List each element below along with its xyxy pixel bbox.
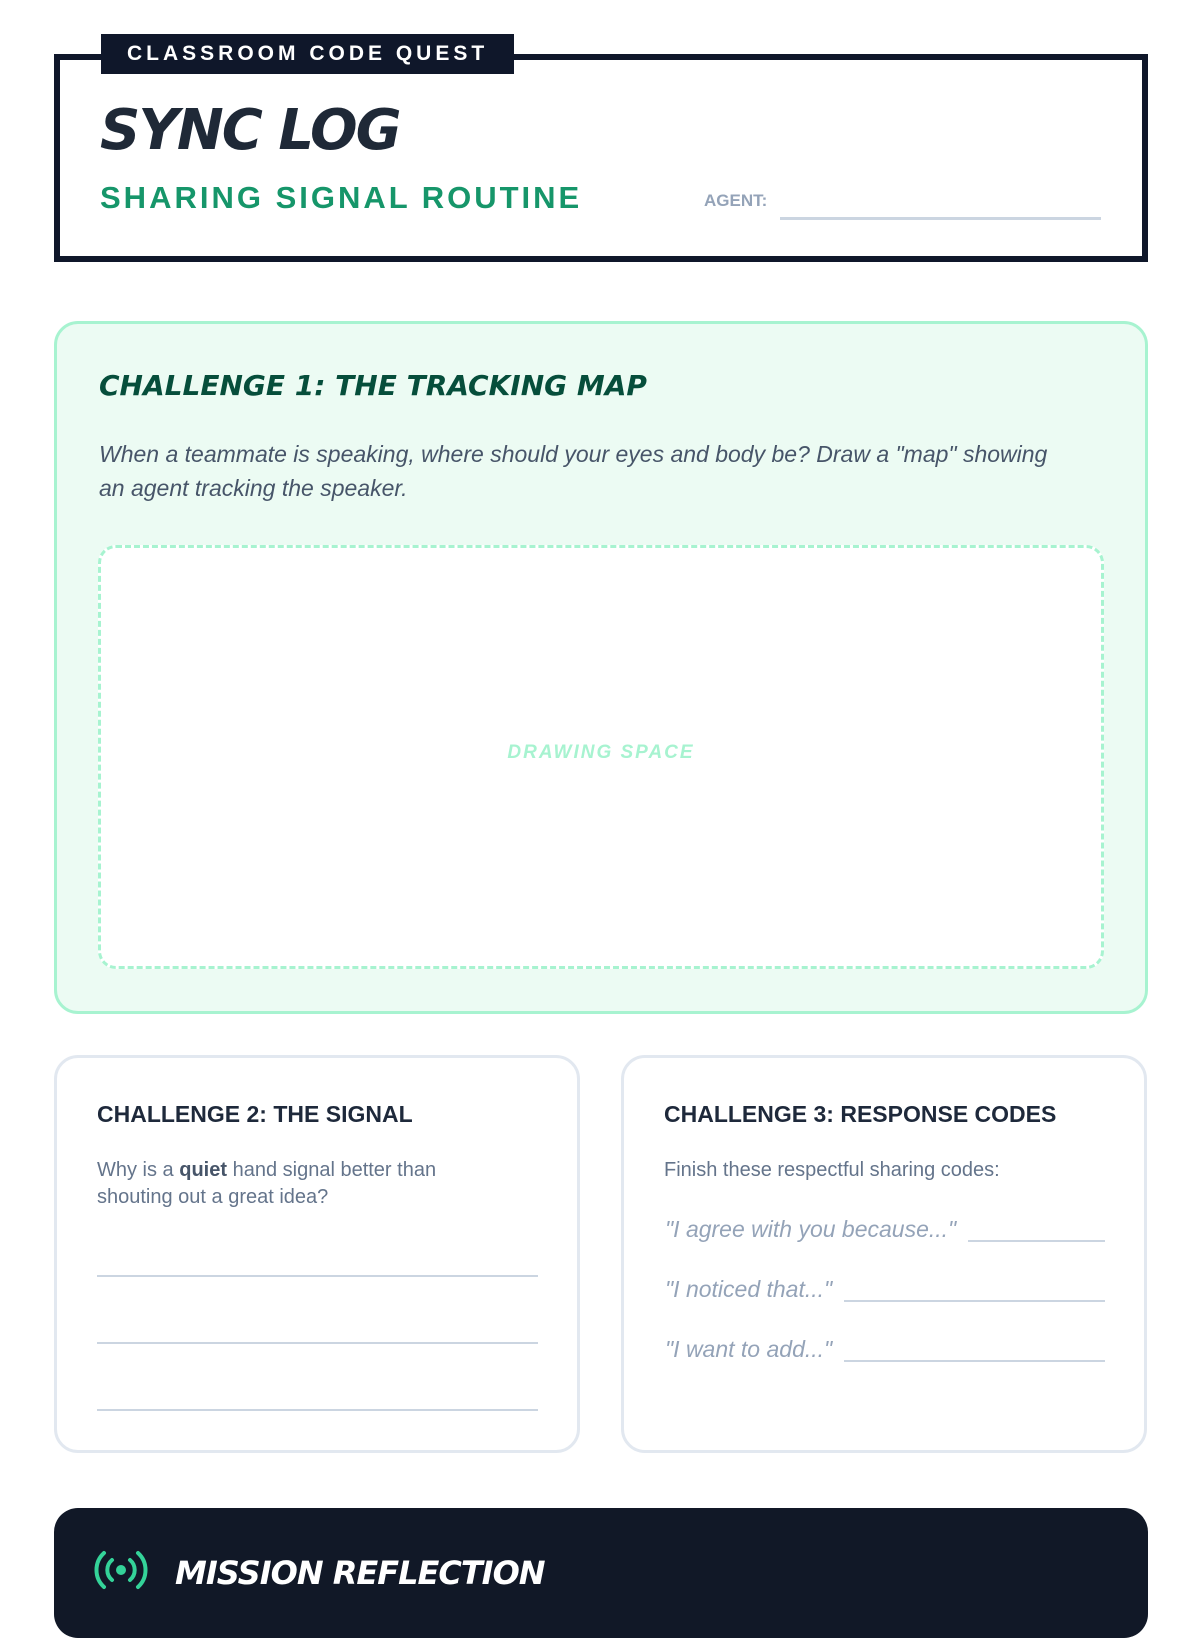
response-code-blank[interactable]	[844, 1360, 1105, 1362]
challenge-1-prompt: When a teammate is speaking, where should your eyes and body be? Draw a "map" showing an agent tracking the speaker.	[99, 441, 1048, 501]
answer-line[interactable]	[97, 1275, 538, 1277]
response-code-row	[665, 1330, 1105, 1364]
response-code-row	[665, 1210, 1105, 1244]
reflection-title: MISSION REFLECTION	[175, 1554, 545, 1592]
challenge-2-title: CHALLENGE 2: THE SIGNAL	[97, 1101, 413, 1127]
challenge-2-prompt-end: hand signal better than shouting out a great idea?	[97, 1159, 437, 1208]
response-code-text: "I agree with you because..."	[665, 1216, 957, 1242]
challenge-2-prompt-emphasis: quiet	[179, 1159, 228, 1181]
response-code-row	[665, 1270, 1105, 1304]
broadcast-signal-icon	[94, 1548, 148, 1592]
challenge-2-prompt	[97, 1157, 517, 1211]
response-code-blank[interactable]	[968, 1240, 1105, 1242]
response-code-blank[interactable]	[844, 1300, 1105, 1302]
drawing-area-label: DRAWING SPACE	[507, 742, 695, 763]
answer-line[interactable]	[97, 1409, 538, 1411]
challenge-1-title: CHALLENGE 1: THE TRACKING MAP	[99, 369, 647, 402]
page-title: SYNC LOG	[100, 98, 400, 163]
challenge-3-title: CHALLENGE 3: RESPONSE CODES	[664, 1101, 1057, 1127]
challenge-3-prompt: Finish these respectful sharing codes:	[664, 1159, 1000, 1181]
header-kicker: CLASSROOM CODE QUEST	[101, 34, 514, 74]
response-code-text: "I noticed that..."	[665, 1276, 833, 1302]
agent-label: AGENT:	[704, 191, 768, 210]
response-code-text: "I want to add..."	[665, 1336, 833, 1362]
page-subtitle: SHARING SIGNAL ROUTINE	[100, 180, 583, 215]
challenge-2-prompt-start: Why is a	[97, 1159, 180, 1181]
agent-name-field[interactable]	[780, 217, 1101, 220]
answer-line[interactable]	[97, 1342, 538, 1344]
